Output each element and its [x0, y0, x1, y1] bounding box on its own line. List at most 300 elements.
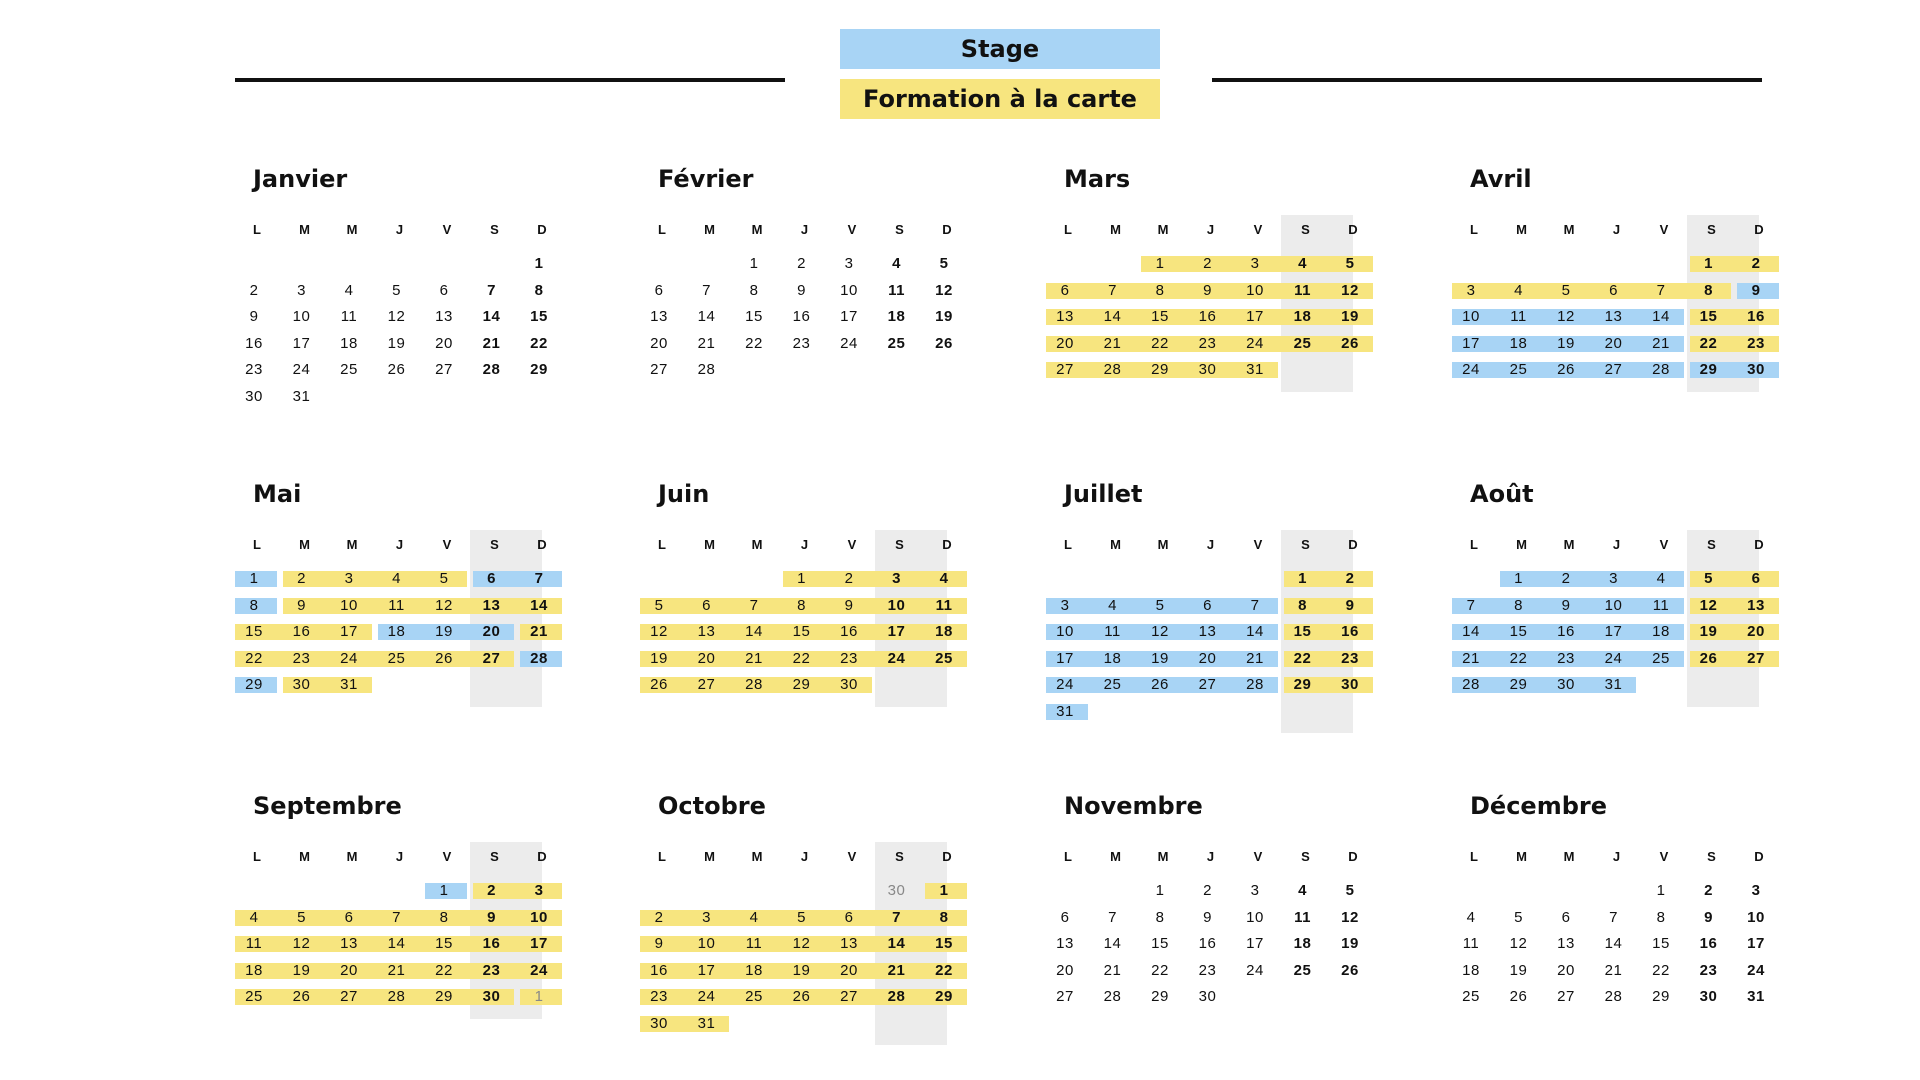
day-number: 18	[935, 623, 953, 640]
day-number: 10	[292, 308, 311, 325]
legend-divider-left	[235, 78, 785, 82]
day-number: 17	[1604, 623, 1623, 640]
day-number: 20	[482, 623, 501, 640]
weekday-header: V	[1253, 222, 1263, 237]
day-number: 12	[435, 596, 453, 614]
day-number: 21	[482, 334, 501, 352]
day-number: 6	[654, 281, 664, 299]
day-number: 17	[840, 308, 858, 325]
weekday-header: M	[1110, 222, 1121, 237]
weekday-header: V	[847, 537, 857, 552]
day-number: 10	[1056, 623, 1074, 640]
month-title: Octobre	[658, 792, 766, 820]
day-number: 3	[1609, 570, 1618, 587]
day-number: 24	[530, 961, 548, 979]
day-number: 2	[1345, 570, 1355, 587]
weekday-header: M	[1157, 222, 1169, 237]
weekday-header: S	[895, 222, 904, 237]
weekday-header: S	[490, 222, 499, 237]
weekday-header: M	[299, 849, 310, 864]
day-number: 2	[797, 255, 806, 272]
day-number: 31	[697, 1014, 716, 1032]
day-number: 18	[1509, 334, 1528, 352]
day-number: 30	[245, 387, 263, 405]
day-number: 21	[530, 623, 548, 640]
day-number: 2	[1203, 882, 1212, 899]
day-number: 23	[482, 961, 501, 979]
day-number: 22	[935, 961, 953, 979]
weekday-header: V	[1253, 849, 1263, 864]
day-number: 2	[844, 570, 854, 587]
day-number: 25	[1293, 334, 1312, 352]
day-number: 23	[650, 988, 668, 1005]
month-title: Août	[1470, 480, 1534, 508]
weekday-header: J	[800, 849, 809, 864]
day-number: 11	[1104, 623, 1121, 640]
day-number: 25	[1293, 961, 1312, 979]
weekday-header: L	[1064, 222, 1072, 237]
weekday-header: J	[800, 222, 809, 237]
month-6	[640, 480, 960, 760]
day-number: 16	[1699, 935, 1718, 952]
weekday-header: L	[1064, 849, 1072, 864]
day-number: 1	[1298, 570, 1307, 587]
weekday-header: D	[1754, 849, 1764, 864]
day-number: 1	[1155, 882, 1165, 899]
day-number: 2	[1751, 255, 1761, 272]
day-number: 22	[1699, 334, 1718, 352]
day-number: 17	[292, 334, 311, 352]
day-number: 17	[530, 935, 548, 952]
weekday-header: M	[704, 222, 715, 237]
day-number: 8	[1704, 281, 1713, 299]
day-number: 31	[1056, 702, 1074, 720]
day-number: 5	[1155, 596, 1165, 614]
day-number: 13	[1747, 596, 1765, 614]
day-number: 3	[1466, 281, 1476, 299]
day-number: 7	[487, 281, 496, 299]
day-number: 11	[1510, 308, 1527, 325]
day-number: 10	[340, 596, 358, 614]
weekday-header: L	[1470, 849, 1478, 864]
day-number: 12	[1341, 281, 1359, 299]
day-number: 6	[1561, 908, 1571, 926]
day-number: 16	[292, 623, 311, 640]
day-number: 7	[1108, 908, 1117, 926]
month-7	[1046, 480, 1366, 760]
day-number: 18	[1293, 308, 1312, 325]
day-number: 11	[1462, 935, 1480, 952]
month-10	[640, 792, 960, 1072]
day-number: 31	[1747, 988, 1765, 1005]
day-number: 22	[1151, 961, 1169, 979]
day-number: 22	[1652, 961, 1670, 979]
day-number: 13	[650, 308, 668, 325]
day-number: 26	[1341, 961, 1359, 979]
day-number: 25	[1652, 649, 1670, 667]
day-number: 18	[887, 308, 906, 325]
day-number: 8	[797, 596, 806, 614]
day-number: 27	[840, 988, 858, 1005]
day-number: 25	[745, 988, 763, 1005]
day-number: 6	[1751, 570, 1761, 587]
day-number: 20	[1056, 334, 1074, 352]
day-number: 19	[792, 961, 811, 979]
day-number: 30	[1699, 988, 1718, 1005]
weekday-header: J	[395, 537, 404, 552]
day-number: 3	[1250, 255, 1260, 272]
day-number: 3	[1060, 596, 1070, 614]
day-number: 13	[697, 623, 716, 640]
day-number: 7	[892, 908, 901, 926]
day-number: 17	[887, 623, 906, 640]
day-number: 4	[1514, 281, 1523, 299]
weekday-header: J	[1206, 537, 1215, 552]
day-number: 19	[435, 623, 453, 640]
day-number: 9	[1203, 281, 1212, 299]
weekday-header: M	[1516, 849, 1527, 864]
day-number: 10	[887, 596, 906, 614]
weekday-header: M	[346, 849, 358, 864]
day-number: 11	[340, 308, 358, 325]
day-number: 26	[792, 988, 811, 1005]
day-number: 5	[1514, 908, 1523, 926]
day-number: 7	[1656, 281, 1666, 299]
day-number: 16	[1341, 623, 1359, 640]
day-number: 29	[530, 361, 548, 378]
day-number: 13	[435, 308, 453, 325]
day-number: 9	[1751, 281, 1761, 299]
day-number: 6	[702, 596, 711, 614]
month-2	[640, 165, 960, 445]
month-8	[1452, 480, 1772, 760]
day-number: 19	[1699, 623, 1718, 640]
day-number: 19	[1151, 649, 1169, 667]
day-number: 26	[1699, 649, 1718, 667]
day-number: 5	[939, 255, 949, 272]
weekday-header: V	[847, 222, 857, 237]
day-number: 20	[435, 334, 453, 352]
day-number: 6	[1203, 596, 1212, 614]
day-number: 1	[1514, 570, 1523, 587]
day-number: 18	[387, 623, 406, 640]
day-number: 3	[297, 281, 306, 299]
day-number: 26	[1341, 334, 1359, 352]
day-number: 21	[1652, 334, 1670, 352]
day-number: 1	[249, 570, 259, 587]
day-number: 9	[1561, 596, 1571, 614]
day-number: 1	[797, 570, 806, 587]
weekday-header: M	[751, 849, 763, 864]
day-number: 6	[1060, 281, 1070, 299]
weekday-header: M	[299, 537, 310, 552]
day-number: 15	[1509, 623, 1528, 640]
day-number: 9	[249, 308, 259, 325]
day-number: 3	[702, 908, 711, 926]
weekday-header: J	[800, 537, 809, 552]
day-number: 22	[745, 334, 763, 352]
day-number: 25	[1462, 988, 1480, 1005]
weekday-header: D	[942, 849, 952, 864]
day-number: 30	[1198, 361, 1217, 378]
day-number: 20	[1056, 961, 1074, 979]
weekday-header: V	[1659, 537, 1669, 552]
day-number: 29	[935, 988, 953, 1005]
day-number: 8	[1656, 908, 1666, 926]
day-number: 16	[1557, 623, 1575, 640]
day-number: 28	[887, 988, 906, 1005]
weekday-header: L	[1470, 222, 1478, 237]
day-number: 27	[697, 676, 716, 693]
day-number: 23	[1198, 334, 1217, 352]
day-number: 5	[1704, 570, 1713, 587]
day-number: 26	[1151, 676, 1169, 693]
day-number: 28	[1604, 988, 1623, 1005]
day-number: 26	[1509, 988, 1528, 1005]
day-number: 15	[792, 623, 811, 640]
day-number: 20	[1557, 961, 1575, 979]
day-number: 19	[1341, 308, 1359, 325]
day-number: 29	[435, 988, 453, 1005]
weekday-header: J	[395, 849, 404, 864]
month-5	[235, 480, 555, 760]
day-number: 27	[1056, 361, 1074, 378]
weekday-header: M	[704, 537, 715, 552]
day-number: 28	[1246, 676, 1264, 693]
day-number: 17	[697, 961, 716, 979]
month-3	[1046, 165, 1366, 445]
day-number: 27	[1557, 988, 1575, 1005]
day-number: 10	[840, 281, 858, 299]
day-number: 10	[1246, 908, 1264, 926]
day-number: 8	[1514, 596, 1523, 614]
day-number: 14	[1652, 308, 1670, 325]
day-number: 2	[249, 281, 259, 299]
month-1	[235, 165, 555, 445]
day-number: 24	[1462, 361, 1480, 378]
weekday-header: M	[1563, 537, 1575, 552]
month-12	[1452, 792, 1772, 1072]
month-title: Avril	[1470, 165, 1532, 193]
day-number: 30	[482, 988, 501, 1005]
day-number: 15	[1652, 935, 1670, 952]
day-number: 6	[487, 570, 496, 587]
day-number: 26	[387, 361, 406, 378]
weekday-header: M	[1110, 849, 1121, 864]
day-number: 12	[650, 623, 668, 640]
day-number: 20	[1198, 649, 1217, 667]
day-number: 25	[1103, 676, 1122, 693]
day-number: 4	[344, 281, 354, 299]
day-number: 29	[1509, 676, 1528, 693]
day-number: 24	[1056, 676, 1074, 693]
day-number: 15	[1293, 623, 1312, 640]
day-number: 26	[292, 988, 311, 1005]
day-number: 27	[1604, 361, 1623, 378]
weekday-header: D	[537, 849, 547, 864]
day-number: 9	[1704, 908, 1713, 926]
day-number: 7	[749, 596, 759, 614]
month-9	[235, 792, 555, 1072]
day-number: 4	[249, 908, 259, 926]
day-number: 11	[1652, 596, 1670, 614]
day-number: 5	[1345, 882, 1355, 899]
day-number: 3	[1250, 882, 1260, 899]
day-number: 27	[1747, 649, 1765, 667]
day-number: 2	[487, 882, 496, 899]
day-number: 19	[292, 961, 311, 979]
day-number: 24	[340, 649, 358, 667]
weekday-header: D	[537, 222, 547, 237]
month-title: Mai	[253, 480, 302, 508]
day-number: 25	[887, 334, 906, 352]
day-number: 4	[939, 570, 949, 587]
weekday-header: L	[658, 849, 666, 864]
day-number: 29	[1699, 361, 1718, 378]
day-number: 15	[1699, 308, 1718, 325]
day-number: 21	[1246, 649, 1264, 667]
day-number: 1	[1704, 255, 1713, 272]
weekday-header: V	[1659, 222, 1669, 237]
weekday-header: L	[253, 537, 261, 552]
month-title: Mars	[1064, 165, 1131, 193]
day-number: 18	[1293, 935, 1312, 952]
day-number: 18	[340, 334, 358, 352]
day-number: 12	[935, 281, 953, 299]
day-number: 17	[1747, 935, 1765, 952]
day-number: 19	[650, 649, 668, 667]
day-number: 28	[1462, 676, 1480, 693]
month-title: Juin	[658, 480, 710, 508]
day-number: 16	[1198, 935, 1217, 952]
day-number: 17	[1246, 935, 1264, 952]
day-number: 8	[1298, 596, 1307, 614]
day-number: 20	[840, 961, 858, 979]
day-number: 20	[697, 649, 716, 667]
day-number: 4	[749, 908, 759, 926]
day-number: 10	[1462, 308, 1480, 325]
day-number: 9	[797, 281, 806, 299]
day-number: 27	[650, 361, 668, 378]
day-number: 14	[887, 935, 906, 952]
day-number: 5	[1345, 255, 1355, 272]
day-number: 12	[1341, 908, 1359, 926]
day-number: 12	[1557, 308, 1575, 325]
day-number: 13	[840, 935, 858, 952]
day-number: 21	[887, 961, 906, 979]
day-number: 13	[340, 935, 358, 952]
day-number: 15	[935, 935, 953, 952]
day-number: 28	[1652, 361, 1670, 378]
day-number: 19	[1341, 935, 1359, 952]
day-number: 5	[654, 596, 664, 614]
day-number: 6	[439, 281, 449, 299]
weekday-header: S	[1301, 537, 1310, 552]
day-number: 1	[534, 255, 544, 272]
day-number: 6	[1060, 908, 1070, 926]
day-number: 9	[487, 908, 496, 926]
day-number: 14	[1246, 623, 1264, 640]
day-number: 14	[530, 596, 548, 614]
day-number: 27	[482, 649, 501, 667]
weekday-header: V	[442, 849, 452, 864]
legend-formation: Formation à la carte	[840, 79, 1160, 119]
day-number: 5	[797, 908, 806, 926]
month-title: Juillet	[1064, 480, 1143, 508]
day-number: 11	[745, 935, 763, 952]
day-number: 13	[1056, 308, 1074, 325]
day-number: 14	[1604, 935, 1623, 952]
day-number: 31	[292, 387, 311, 405]
weekday-header: M	[346, 222, 358, 237]
day-number: 23	[1198, 961, 1217, 979]
day-number: 30	[1747, 361, 1765, 378]
day-number: 16	[1198, 308, 1217, 325]
day-number: 11	[1294, 908, 1311, 926]
day-number: 5	[439, 570, 449, 587]
day-number: 28	[1103, 988, 1122, 1005]
day-number: 9	[297, 596, 306, 614]
day-number: 21	[1103, 961, 1122, 979]
month-title: Janvier	[253, 165, 348, 193]
weekday-header: J	[1612, 537, 1621, 552]
weekday-header: D	[537, 537, 547, 552]
day-number: 16	[245, 334, 263, 352]
day-number: 9	[1203, 908, 1212, 926]
weekday-header: J	[1206, 849, 1215, 864]
day-number: 24	[1747, 961, 1765, 979]
day-number: 30	[1198, 988, 1217, 1005]
weekday-header: V	[442, 537, 452, 552]
day-number: 18	[1462, 961, 1480, 979]
day-number: 13	[1604, 308, 1623, 325]
day-number: 25	[935, 649, 953, 667]
day-number: 14	[1462, 623, 1480, 640]
day-number: 29	[792, 676, 811, 693]
day-number: 25	[340, 361, 358, 378]
day-number: 2	[654, 908, 664, 926]
month-4	[1452, 165, 1772, 445]
day-number: 15	[245, 623, 263, 640]
day-number: 5	[297, 908, 306, 926]
day-number: 11	[935, 596, 953, 614]
day-number: 24	[887, 649, 906, 667]
day-number: 14	[745, 623, 763, 640]
weekday-header: M	[751, 537, 763, 552]
weekday-header: M	[704, 849, 715, 864]
day-number: 26	[1557, 361, 1575, 378]
day-number: 30	[292, 676, 311, 693]
day-number: 1	[439, 882, 449, 899]
weekday-header: L	[253, 849, 261, 864]
day-number: 10	[1604, 596, 1623, 614]
weekday-header: L	[658, 222, 666, 237]
day-number: 16	[650, 961, 668, 979]
day-number: 21	[1462, 649, 1480, 667]
day-number: 16	[482, 935, 501, 952]
month-title: Décembre	[1470, 792, 1608, 820]
day-number: 24	[1604, 649, 1623, 667]
day-number: 24	[292, 361, 311, 378]
day-number: 25	[245, 988, 263, 1005]
month-title: Novembre	[1064, 792, 1203, 820]
day-number: 7	[1609, 908, 1618, 926]
day-number: 16	[1747, 308, 1765, 325]
day-number: 12	[1151, 623, 1169, 640]
weekday-header: D	[942, 222, 952, 237]
day-number: 14	[387, 935, 406, 952]
day-number: 4	[392, 570, 401, 587]
